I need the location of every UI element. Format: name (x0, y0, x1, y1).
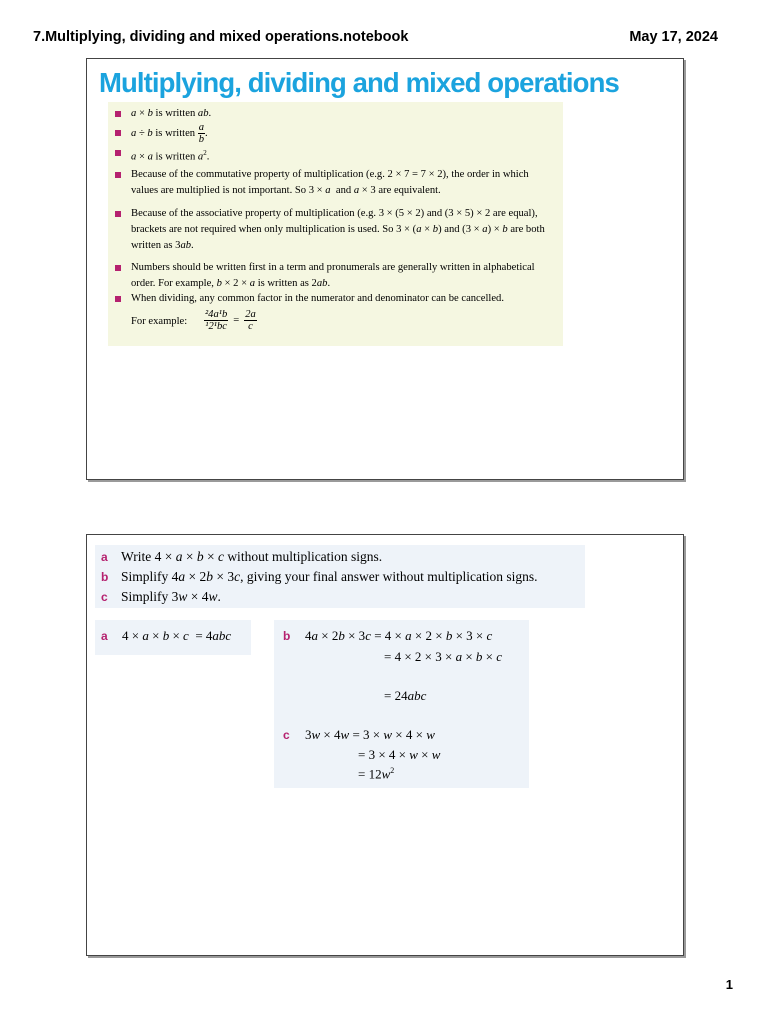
example-fraction (204, 309, 257, 332)
notebook-date: May 17, 2024 (629, 29, 718, 45)
answer-b-line-2: = 4 × 2 × 3 × a × b × c (384, 649, 503, 664)
equals-sign: = (233, 315, 240, 326)
example-denominator: ¹2¹bc (205, 321, 227, 332)
bullet-square-icon (115, 296, 121, 302)
answer-letter: a (101, 629, 108, 643)
page-number: 1 (725, 977, 733, 992)
question-letter: b (101, 570, 109, 584)
answer-a-line: 4 × a × b × c = 4abc (122, 628, 232, 643)
slide-title: Multiplying, dividing and mixed operations (99, 67, 619, 98)
notebook-title: 7.Multiplying, dividing and mixed operations.notebook (33, 29, 409, 45)
answer-c-line-1: 3w × 4w = 3 × w × 4 × w (305, 727, 435, 742)
answer-bc-box (274, 620, 529, 788)
answer-letter: b (283, 629, 291, 643)
example-numerator: ²4a¹b (205, 309, 228, 320)
bullet-square-icon (115, 130, 121, 136)
fraction: $\frac{a}{b}$ (198, 122, 205, 145)
answer-c-line-2: = 3 × 4 × w × w (358, 747, 441, 762)
answer-a-box (95, 620, 251, 655)
example-label: For example: (131, 316, 188, 327)
bullet-square-icon (115, 172, 121, 178)
question-letter: c (101, 590, 108, 604)
bullet-square-icon (115, 211, 121, 217)
question-box (95, 545, 585, 608)
answer-letter: c (283, 728, 290, 742)
question-b: b Simplify 4a × 2b × 3c, giving your final answer without multiplication signs. (101, 569, 538, 584)
question-a: a Write 4 × a × b × c without multiplication signs. (101, 549, 383, 564)
bullet-square-icon (115, 111, 121, 117)
slide-2[interactable] (86, 534, 684, 956)
question-letter: a (101, 550, 108, 564)
bullet-square-icon (115, 265, 121, 271)
answer-b-line-1: 4a × 2b × 3c = 4 × a × 2 × b × 3 × c (305, 628, 493, 643)
result-numerator: 2a (245, 309, 256, 320)
result-denominator: c (248, 321, 253, 332)
question-c: c Simplify 3w × 4w. (101, 589, 221, 604)
bullet-square-icon (115, 150, 121, 156)
answer-b-line-3: = 24abc (384, 688, 427, 703)
key-ideas-box: a × b is written ab. a ÷ b is written $\frac{a}{b}$ . a × a is written $a^2$. Because of the commutative property of multiplication (e.g. 2 × 7 = 7 × 2), the order in which values are multiplied is not important. So 3 × a and a × 3 are equivalent. Because of the associative property of multiplication (e.g. 3 × (5 × 2) and (3 × 5) × 2 are equal), brackets are not required when only multiplication is used. So 3 × (a × b) and (3 × a) × b are both written as 3ab. Numbers should be written first in a term and pronumerals are generally written in alphabetical order. For example, b × 2 × a is written as 2ab. When dividing, any common factor in the numerator and denominator can be cancelled. For example: $\frac{\text{²4a¹b}}{\text{¹2¹bc}}$ = $\frac{2a}{c}$ (108, 102, 563, 346)
slide-1[interactable] (86, 58, 684, 480)
answer-c-line-3: = $12w^2$ (358, 766, 395, 782)
